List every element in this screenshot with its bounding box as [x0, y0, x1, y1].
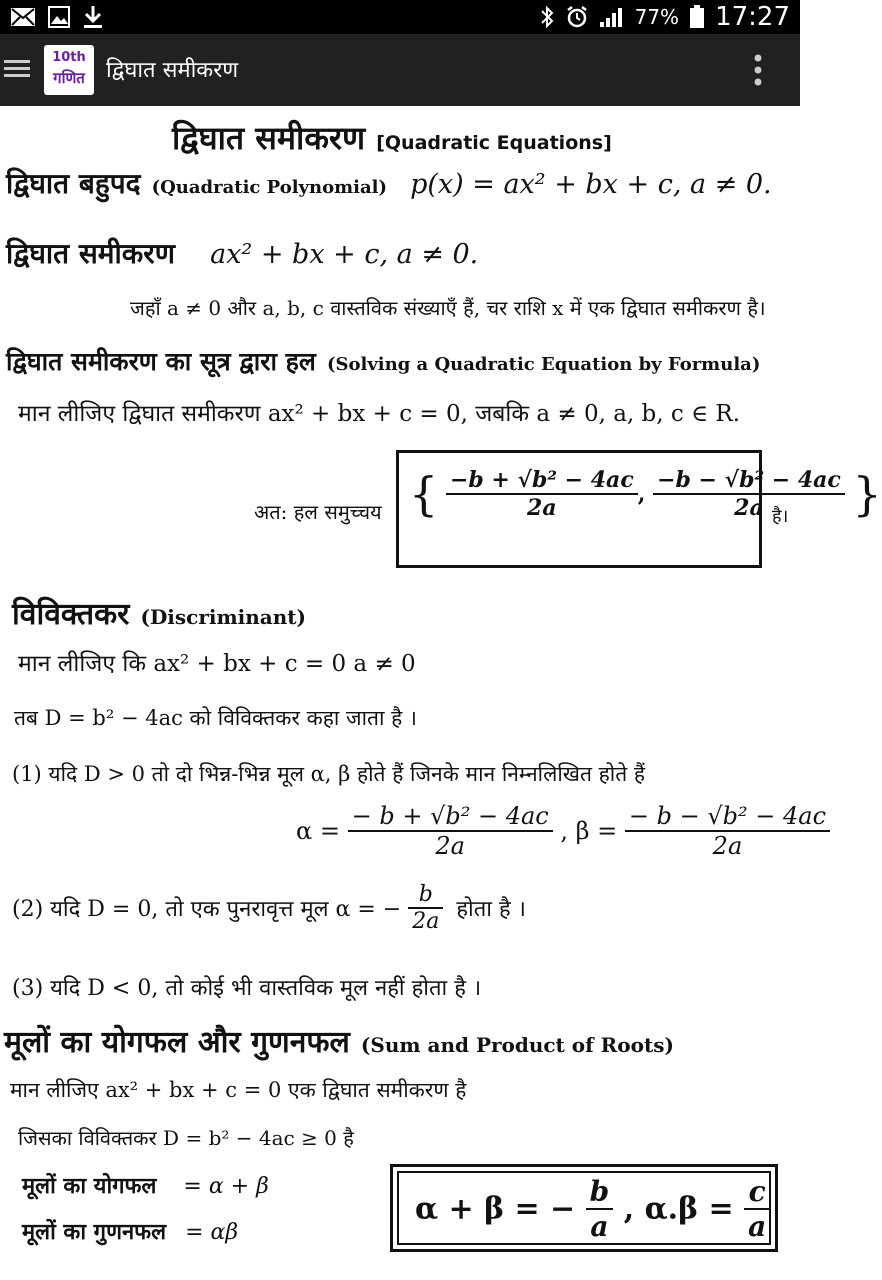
equation-label: द्विघात समीकरण: [6, 237, 175, 270]
bluetooth-icon: [539, 5, 555, 29]
product-of-roots-value: = αβ: [185, 1220, 239, 1245]
alpha-numerator: − b + √b² − 4ac: [348, 802, 553, 832]
page-heading-en: [Quadratic Equations]: [376, 132, 612, 154]
status-bar: [0, 0, 800, 34]
signal-icon: [599, 6, 625, 28]
page-content[interactable]: [0, 106, 882, 1280]
box-sum-numerator: b: [586, 1175, 614, 1210]
logo-subject: गणित: [53, 69, 85, 87]
formula-heading: द्विघात समीकरण का सूत्र द्वारा हल: [6, 347, 316, 376]
case-3: (3) यदि D < 0, तो कोई भी वास्तविक मूल नहीं होता है ।: [12, 976, 482, 1001]
alarm-icon: [565, 5, 589, 29]
logo-grade: 10th: [52, 50, 86, 65]
box-product-text: , α.β =: [623, 1191, 734, 1227]
solution-denominator-2: 2a: [734, 495, 764, 521]
alpha-denominator: 2a: [435, 832, 465, 860]
sum-product-heading: मूलों का योगफल और गुणनफल: [4, 1025, 350, 1060]
case-2-numerator: b: [408, 882, 443, 909]
page-heading: द्विघात समीकरण: [172, 119, 366, 157]
battery-percent: 77%: [634, 5, 680, 29]
sum-product-box: [390, 1164, 778, 1252]
clock: 17:27: [715, 2, 790, 32]
gallery-icon: [48, 6, 70, 28]
solution-suffix: है।: [772, 506, 789, 527]
discriminant-heading-en: (Discriminant): [140, 605, 306, 629]
solution-denominator-1: 2a: [527, 495, 557, 521]
app-bar: [0, 34, 800, 106]
beta-numerator: − b − √b² − 4ac: [625, 802, 830, 832]
sum-assume: मान लीजिए ax² + bx + c = 0 एक द्विघात समीकरण है: [10, 1078, 467, 1102]
solution-label: अत: हल समुच्चय: [254, 500, 382, 524]
discriminant-definition: तब D = b² − 4ac को विविक्तकर कहा जाता है ।: [14, 706, 417, 730]
sum-discriminant: जिसका विविक्तकर D = b² − 4ac ≥ 0 है: [18, 1126, 354, 1150]
sum-product-heading-en: (Sum and Product of Roots): [360, 1033, 674, 1057]
polynomial-formula: p(x) = ax² + bx + c, a ≠ 0.: [410, 169, 772, 200]
download-icon: [82, 5, 104, 29]
box-sum-text: α + β = −: [415, 1191, 576, 1227]
product-of-roots-label: मूलों का गुणनफल: [22, 1219, 167, 1245]
solution-numerator-minus: −b − √b² − 4ac: [653, 467, 845, 495]
sum-of-roots-value: = α + β: [183, 1174, 269, 1199]
equation-note: जहाँ a ≠ 0 और a, b, c वास्तविक संख्याएँ हैं, चर राशि x में एक द्विघात समीकरण है।: [130, 296, 766, 320]
app-title: द्विघात समीकरण: [106, 58, 239, 83]
beta-denominator: 2a: [712, 832, 743, 860]
app-logo: [44, 45, 94, 95]
box-product-numerator: c: [744, 1175, 770, 1210]
discriminant-assume: मान लीजिए कि ax² + bx + c = 0 a ≠ 0: [18, 651, 416, 677]
alpha-label: α =: [296, 817, 340, 845]
sum-of-roots-label: मूलों का योगफल: [22, 1173, 157, 1199]
polynomial-label: द्विघात बहुपद: [6, 167, 141, 200]
case-2-suffix: होता है ।: [456, 897, 526, 922]
formula-heading-en: (Solving a Quadratic Equation by Formula): [326, 354, 761, 375]
discriminant-heading: विविक्तकर: [12, 597, 130, 632]
solution-numerator-plus: −b + √b² − 4ac: [446, 467, 638, 495]
polynomial-label-en: (Quadratic Polynomial): [151, 177, 387, 198]
mail-icon: [10, 7, 36, 27]
equation-formula: ax² + bx + c, a ≠ 0.: [210, 239, 479, 270]
solution-box: { $\frac{\text{−b + √b² − 4ac}}{2a}$ , $\frac{\text{−b − √b² − 4ac}}{2a}$ }: [396, 450, 762, 568]
formula-assume: मान लीजिए द्विघात समीकरण ax² + bx + c = 0, जबकि a ≠ 0, a, b, c ∈ R.: [18, 401, 741, 427]
case-2-denominator: 2a: [412, 909, 440, 934]
beta-label: , β =: [560, 817, 618, 845]
case-2-text: (2) यदि D = 0, तो एक पुनरावृत्त मूल α = −: [12, 897, 402, 922]
menu-icon[interactable]: [4, 58, 30, 80]
more-options-icon[interactable]: [754, 54, 762, 86]
box-sum-denominator: a: [590, 1210, 609, 1243]
battery-icon: [689, 5, 705, 29]
case-1: (1) यदि D > 0 तो दो भिन्न-भिन्न मूल α, β होते हैं जिनके मान निम्नलिखित होते हैं: [12, 762, 645, 786]
box-product-denominator: a: [748, 1210, 767, 1243]
